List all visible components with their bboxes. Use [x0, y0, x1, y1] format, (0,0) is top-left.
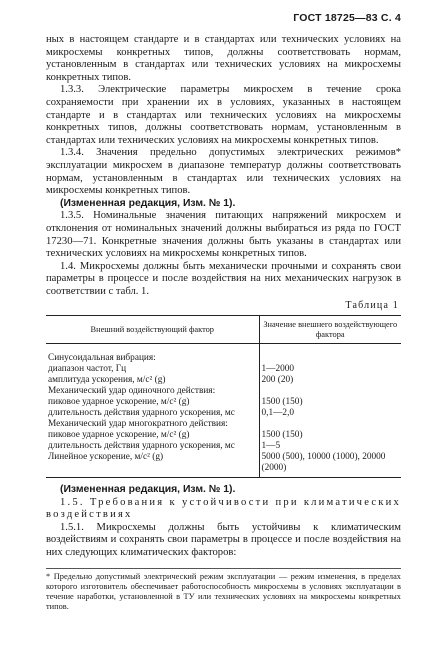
page-header: ГОСТ 18725—83 С. 4 — [293, 12, 401, 24]
table-row — [46, 375, 401, 386]
table-cell-factor: пиковое ударное ускорение, м/с² (g) — [46, 430, 259, 441]
table-cell-factor: Синусоидальная вибрация: — [46, 344, 259, 365]
paragraph-1-5-1: 1.5.1. Микросхемы должны быть устойчивы к климатическим воздействиям и сохранять свои параметры в процессе и после воздействия на них следующих климатических факторов: — [46, 521, 401, 559]
table-row — [46, 430, 401, 441]
table-cell-factor: Механический удар многократного действия: — [46, 419, 259, 430]
paragraph-1-4: 1.4. Микросхемы должны быть механически прочными и сохранять свои параметры в процессе и после воздействия на них механических нагрузок в соответствии с табл. 1. — [46, 260, 401, 297]
paragraph-1-3-3: 1.3.3. Электрические параметры микросхем в течение срока сохраняемости при хранении их в условиях, указанных в настоящем стандарте и в стандартах или технических условиях на микросхемы конкретных типов, должны соответствовать нормам, установленным в стандартах или технических условиях на микросхемы конкретных типов. — [46, 84, 401, 146]
table-cell-factor: длительность действия ударного ускорения, мс — [46, 441, 259, 452]
table-cell-factor: Линейное ускорение, м/с² (g) — [46, 452, 259, 478]
table-cell-value: 1500 (150) — [261, 430, 303, 441]
revision-note-2: (Измененная редакция, Изм. № 1). — [60, 484, 236, 496]
paragraph-continuation: ных в настоящем стандарте и в стандартах или технических условиях на микросхемы конкретных типов, должны соответствовать нормам, установленным в стандартах или технических условиях на микросхемы конкретных типов. — [46, 34, 401, 83]
table-cell-factor: амплитуда ускорения, м/с² (g) — [46, 375, 259, 386]
table-row — [46, 364, 401, 375]
table-row — [46, 344, 401, 365]
paragraph-1-3-5: 1.3.5. Номинальные значения питающих напряжений микросхем и отклонения от номинальных значений должны выбираться из ряда по ГОСТ 17230—71. Конкретные значения должны быть указаны в стандартах или технических условиях на микросхемы конкретных типов. — [46, 210, 401, 260]
table-cell-value: 1—5 — [261, 441, 281, 452]
revision-note-1: (Измененная редакция, Изм. № 1). — [60, 197, 236, 209]
table-body — [46, 344, 401, 478]
table-row — [46, 386, 401, 397]
table-cell-factor: пиковое ударное ускорение, м/с² (g) — [46, 397, 259, 408]
page-body — [46, 34, 401, 612]
table-cell-value: 0,1—2,0 — [261, 408, 295, 419]
table-cell-value — [259, 419, 401, 430]
table-caption: Таблица 1 — [345, 300, 399, 312]
table-cell-factor: Механический удар одиночного действия: — [46, 386, 259, 397]
table-header-value: Значение внешнего воздействующего фактора — [259, 316, 401, 344]
table-row — [46, 408, 401, 419]
table-cell-value — [259, 386, 401, 397]
table-cell-value: 1—2000 — [261, 364, 295, 375]
table-cell-factor: длительность действия ударного ускорения, мс — [46, 408, 259, 419]
table-cell-value: 1500 (150) — [261, 397, 303, 408]
table-cell-value: 200 (20) — [261, 375, 294, 386]
table-row — [46, 452, 401, 478]
table-1 — [46, 315, 401, 478]
table-cell-factor: диапазон частот, Гц — [46, 364, 259, 375]
paragraph-1-3-4: 1.3.4. Значения предельно допустимых электрических режимов* эксплуатации микросхем в диапазоне температур должны соответствовать нормам, установленным в стандартах или технических условиях на микросхемы конкретных типов. — [46, 147, 401, 197]
table-row — [46, 419, 401, 430]
table-cell-value: 5000 (500), 10000 (1000), 20000 (2000) — [259, 452, 401, 478]
footnote: * Предельно допустимый электрический режим эксплуатации — режим изменения, в пределах которого изготовитель обеспечивает работоспособность микросхемы в условиях эксплуатации в течение наработки, установленной в ТУ или технических условиях на микросхемы конкретных типов. — [46, 568, 401, 612]
table-row — [46, 397, 401, 408]
table-row — [46, 441, 401, 452]
table-header-factor: Внешний воздействующий фактор — [46, 316, 259, 344]
paragraph-1-5: 1.5. Требования к устойчивости при климатических воздействиях — [46, 496, 401, 521]
table-cell-value — [259, 344, 401, 365]
